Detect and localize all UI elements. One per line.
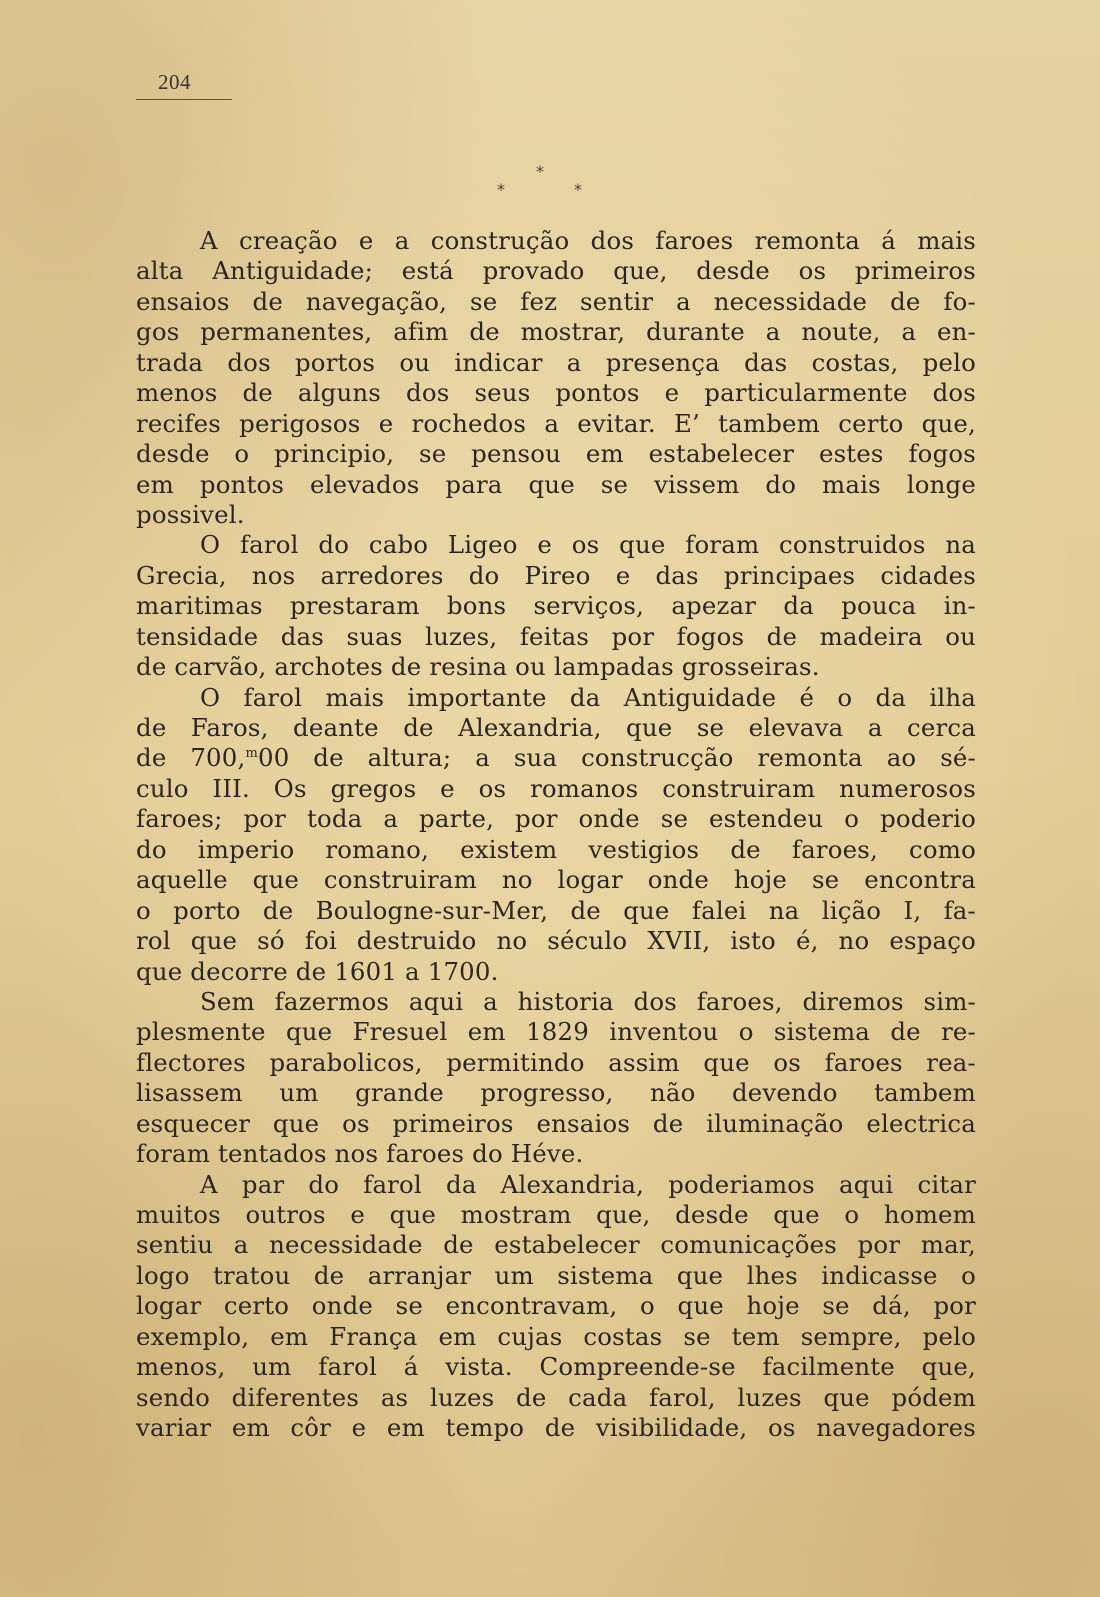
text-line: plesmente que Fresuel em 1829 inventou o sistema de re- bbox=[136, 1017, 976, 1047]
text-line: trada dos portos ou indicar a presença das costas, pelo bbox=[136, 347, 976, 377]
text-line: sendo diferentes as luzes de cada farol, luzes que pódem bbox=[136, 1382, 976, 1412]
text-line: de carvão, archotes de resina ou lampadas grosseiras. bbox=[136, 652, 820, 682]
text-line: A par do farol da Alexandria, poderiamos aqui citar bbox=[200, 1169, 976, 1199]
text-line: de Faros, deante de Alexandria, que se elevava a cerca bbox=[136, 713, 976, 742]
separator-star-right: * bbox=[574, 180, 582, 199]
text-line: rol que só foi destruido no século XVII, isto é, no espaço bbox=[136, 926, 976, 956]
page-number-rule bbox=[136, 99, 232, 100]
text-line: recifes perigosos e rochedos a evitar. E’ tambem certo que, bbox=[136, 408, 976, 438]
text-line: que decorre de 1601 a 1700. bbox=[136, 956, 499, 986]
text-line: O farol do cabo Ligeo e os que foram construidos na bbox=[200, 530, 976, 560]
text-line: exemplo, em França em cujas costas se tem sempre, pelo bbox=[136, 1321, 976, 1351]
text-line: ensaios de navegação, se fez sentir a necessidade de fo- bbox=[136, 286, 976, 316]
text-line: tensidade das suas luzes, feitas por fogos de madeira ou bbox=[136, 621, 976, 651]
text-line: A creação e a construção dos faroes remonta á mais bbox=[200, 226, 976, 255]
text-line: culo III. Os gregos e os romanos construiram numerosos bbox=[136, 773, 976, 803]
text-line: O farol mais importante da Antiguidade é o da ilha bbox=[200, 682, 976, 712]
text-line: logar certo onde se encontravam, o que hoje se dá, por bbox=[136, 1291, 976, 1321]
section-separator-glyphs bbox=[0, 160, 1100, 210]
text-line: maritimas prestaram bons serviços, apezar da pouca in- bbox=[136, 591, 976, 621]
text-line: em pontos elevados para que se vissem do mais longe bbox=[136, 469, 976, 499]
text-line: faroes; por toda a parte, por onde se estendeu o poderio bbox=[136, 804, 976, 834]
text-line: de 700,$^m$00 de altura; a sua construcção remonta ao sé- bbox=[136, 743, 976, 773]
text-line: menos de alguns dos seus pontos e particularmente dos bbox=[136, 378, 976, 408]
text-line: menos, um farol á vista. Compreende-se facilmente que, bbox=[136, 1352, 976, 1382]
separator-star-top: * bbox=[536, 162, 544, 181]
text-line: variar em côr e em tempo de visibilidade, os navegadores bbox=[136, 1413, 976, 1443]
text-line: alta Antiguidade; está provado que, desde os primeiros bbox=[136, 256, 976, 286]
text-line: possivel. bbox=[136, 499, 245, 529]
separator-star-left: * bbox=[497, 180, 505, 199]
text-line: do imperio romano, existem vestigios de faroes, como bbox=[136, 834, 976, 864]
text-line: flectores parabolicos, permitindo assim que os faroes rea- bbox=[136, 1047, 976, 1077]
text-line: logo tratou de arranjar um sistema que lhes indicasse o bbox=[136, 1260, 976, 1290]
text-line: Sem fazermos aqui a historia dos faroes, diremos sim- bbox=[200, 986, 976, 1016]
text-line: Grecia, nos arredores do Pireo e das principaes cidades bbox=[136, 560, 976, 590]
text-line: sentiu a necessidade de estabelecer comunicações por mar, bbox=[136, 1230, 976, 1260]
text-line: aquelle que construiram no logar onde hoje se encontra bbox=[136, 865, 976, 895]
text-line: foram tentados nos faroes do Héve. bbox=[136, 1139, 584, 1169]
page-number: 204 bbox=[158, 70, 191, 94]
body-text bbox=[136, 226, 976, 1444]
text-line: esquecer que os primeiros ensaios de iluminação electrica bbox=[136, 1108, 976, 1138]
text-line: lisassem um grande progresso, não devendo tambem bbox=[136, 1078, 976, 1108]
text-line: gos permanentes, afim de mostrar, durante a noute, a en- bbox=[136, 317, 976, 347]
text-line: desde o principio, se pensou em estabelecer estes fogos bbox=[136, 439, 976, 469]
text-line: muitos outros e que mostram que, desde que o homem bbox=[136, 1200, 976, 1229]
text-line: o porto de Boulogne-sur-Mer, de que falei na lição I, fa- bbox=[136, 895, 976, 925]
